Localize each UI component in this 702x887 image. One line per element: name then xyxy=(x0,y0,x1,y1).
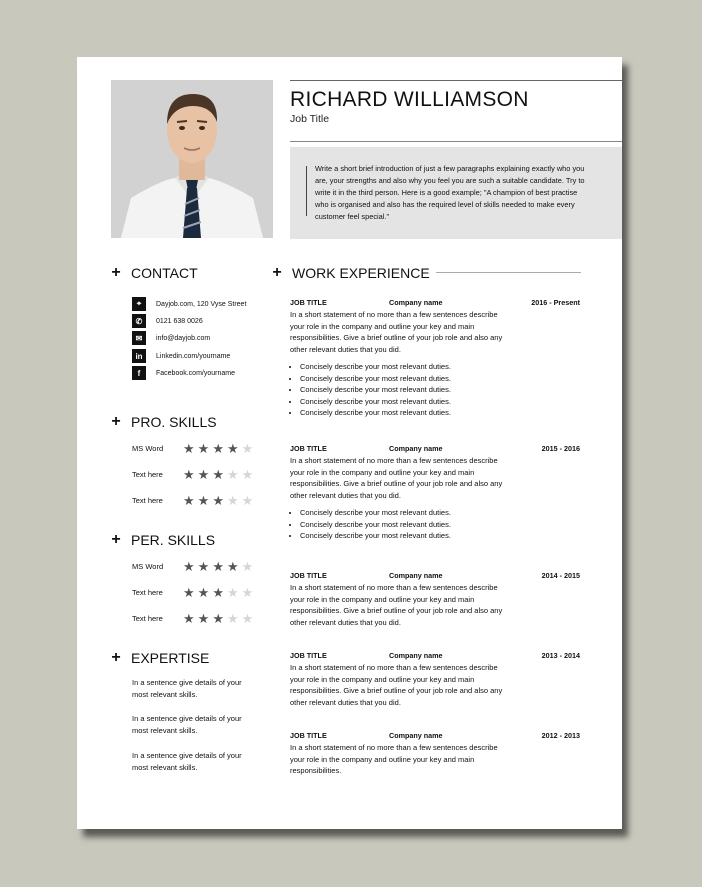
work-experience-heading xyxy=(272,264,430,282)
expertise-heading-label: EXPERTISE xyxy=(131,650,210,666)
job-description: In a short statement of no more than a few sentences describe your role in the company and outline your key and main responsibilities. Give a brief outline of your job role and also any other relevant duties that you did. xyxy=(290,583,503,627)
email-icon: ✉ xyxy=(132,331,146,345)
skill-row xyxy=(132,468,253,481)
header-top-rule xyxy=(290,80,622,81)
contact-item xyxy=(132,366,235,380)
expertise-item: In a sentence give details of your most relevant skills. xyxy=(132,751,242,772)
contact-text: Dayjob.com, 120 Vyse Street xyxy=(156,300,247,308)
per-skills-heading-label: PER. SKILLS xyxy=(131,532,216,548)
skill-rating xyxy=(183,586,253,599)
star-icon: ★ xyxy=(197,559,210,574)
job-entry xyxy=(290,651,580,708)
skill-label: MS Word xyxy=(132,562,164,571)
contact-text: Linkedin.com/yourname xyxy=(156,352,231,360)
job-dates: 2013 - 2014 xyxy=(541,651,580,660)
expertise-item: In a sentence give details of your most relevant skills. xyxy=(132,678,242,699)
duty-item: • Concisely describe your most relevant duties. xyxy=(300,530,580,542)
star-icon: ★ xyxy=(212,559,224,574)
contact-item xyxy=(132,331,210,345)
job-entry xyxy=(290,444,580,542)
intro-accent-bar xyxy=(306,166,307,216)
skill-rating xyxy=(183,442,253,455)
duty-item: • Concisely describe your most relevant duties. xyxy=(300,407,580,419)
skill-rating xyxy=(183,612,253,625)
skill-rating xyxy=(183,560,253,573)
job-entry xyxy=(290,731,580,777)
star-icon: ★ xyxy=(212,611,224,626)
star-icon: ★ xyxy=(241,559,254,574)
skill-row xyxy=(132,586,253,599)
contact-item xyxy=(132,314,203,328)
star-icon: ★ xyxy=(197,441,210,456)
star-icon: ★ xyxy=(183,611,195,626)
star-icon: ★ xyxy=(197,611,210,626)
contact-text: Facebook.com/yourname xyxy=(156,369,235,377)
intro-box xyxy=(290,147,622,239)
job-entry xyxy=(290,298,580,419)
star-icon: ★ xyxy=(197,493,210,508)
job-header xyxy=(290,571,580,582)
duty-item: • Concisely describe your most relevant duties. xyxy=(300,519,580,531)
contact-heading-label: CONTACT xyxy=(131,265,198,281)
candidate-job-title: Job Title xyxy=(290,113,330,125)
star-icon: ★ xyxy=(241,467,254,482)
skill-row xyxy=(132,442,253,455)
pro-skills-heading xyxy=(111,413,217,431)
star-icon: ★ xyxy=(183,585,195,600)
job-title: JOB TITLE xyxy=(290,731,327,740)
job-description: In a short statement of no more than a few sentences describe your role in the company and outline your key and main responsibilities. Give a brief outline of your job role and also any other relevant duties that you did. xyxy=(290,663,503,707)
skill-label: Text here xyxy=(132,614,163,623)
star-icon: ★ xyxy=(183,467,195,482)
job-header xyxy=(290,651,580,662)
skill-rating xyxy=(183,494,253,507)
job-dates: 2012 - 2013 xyxy=(541,731,580,740)
contact-text: 0121 638 0026 xyxy=(156,317,203,325)
duty-item: • Concisely describe your most relevant duties. xyxy=(300,384,580,396)
job-description: In a short statement of no more than a few sentences describe your role in the company and outline your key and main responsibilities. Give a brief outline of your job role and also any other relevant duties that you did. xyxy=(290,456,503,500)
star-icon: ★ xyxy=(226,467,239,482)
duties-list xyxy=(290,507,580,542)
star-icon: ★ xyxy=(241,611,254,626)
skill-rating xyxy=(183,468,253,481)
skill-row xyxy=(132,560,253,573)
plus-icon: + xyxy=(111,413,121,430)
job-dates: 2015 - 2016 xyxy=(541,444,580,453)
contact-heading xyxy=(111,264,198,282)
job-title: JOB TITLE xyxy=(290,571,327,580)
plus-icon: + xyxy=(272,264,282,281)
work-experience-heading-label: WORK EXPERIENCE xyxy=(292,265,430,281)
candidate-name: RICHARD WILLIAMSON xyxy=(290,88,529,111)
star-icon: ★ xyxy=(212,467,224,482)
phone-icon: ✆ xyxy=(132,314,146,328)
star-icon: ★ xyxy=(226,493,239,508)
contact-text: info@dayjob.com xyxy=(156,334,211,342)
job-description: In a short statement of no more than a few sentences describe your role in the company and outline your key and main responsibilities. xyxy=(290,743,498,775)
expertise-item: In a sentence give details of your most relevant skills. xyxy=(132,714,242,735)
company-name: Company name xyxy=(389,298,443,307)
skill-label: Text here xyxy=(132,588,163,597)
star-icon: ★ xyxy=(226,611,239,626)
linkedin-icon: in xyxy=(132,349,146,363)
contact-item xyxy=(132,349,230,363)
company-name: Company name xyxy=(389,731,443,740)
plus-icon: + xyxy=(111,264,121,281)
star-icon: ★ xyxy=(212,585,224,600)
plus-icon: + xyxy=(111,531,121,548)
header-bottom-rule xyxy=(290,141,622,142)
job-dates: 2014 - 2015 xyxy=(541,571,580,580)
job-title: JOB TITLE xyxy=(290,444,327,453)
star-icon: ★ xyxy=(183,441,195,456)
expertise-heading xyxy=(111,649,209,667)
skill-row xyxy=(132,612,253,625)
resume-page xyxy=(77,57,622,829)
plus-icon: + xyxy=(111,649,121,666)
job-description: In a short statement of no more than a few sentences describe your role in the company and outline your key and main responsibilities. Give a brief outline of your job role and also any other relevant duties that you did. xyxy=(290,310,503,354)
star-icon: ★ xyxy=(241,493,254,508)
job-entry xyxy=(290,571,580,628)
star-icon: ★ xyxy=(226,585,239,600)
star-icon: ★ xyxy=(226,559,239,574)
job-header xyxy=(290,298,580,309)
duty-item: • Concisely describe your most relevant duties. xyxy=(300,507,580,519)
star-icon: ★ xyxy=(183,559,195,574)
work-experience-rule xyxy=(436,272,581,273)
skill-label: Text here xyxy=(132,470,163,479)
per-skills-heading xyxy=(111,531,215,549)
star-icon: ★ xyxy=(212,441,224,456)
star-icon: ★ xyxy=(197,585,210,600)
location-pin-icon: ⌖ xyxy=(132,297,146,311)
company-name: Company name xyxy=(389,571,443,580)
intro-text: Write a short brief introduction of just a few paragraphs explaining exactly who you are, your strengths and also why you feel you are such a suitable candidate. Try to write it in the third person. Here is a good example; "A champion of best practise who is organised and also has the required level of skills needed to make every customer feel special." xyxy=(315,164,585,221)
star-icon: ★ xyxy=(241,441,254,456)
star-icon: ★ xyxy=(226,441,239,456)
job-header xyxy=(290,731,580,742)
star-icon: ★ xyxy=(212,493,224,508)
job-title: JOB TITLE xyxy=(290,651,327,660)
skill-row xyxy=(132,494,253,507)
star-icon: ★ xyxy=(241,585,254,600)
facebook-icon: f xyxy=(132,366,146,380)
duty-item: • Concisely describe your most relevant duties. xyxy=(300,373,580,385)
duty-item: • Concisely describe your most relevant duties. xyxy=(300,396,580,408)
duty-item: • Concisely describe your most relevant duties. xyxy=(300,361,580,373)
job-header xyxy=(290,444,580,455)
profile-photo xyxy=(111,80,273,238)
pro-skills-heading-label: PRO. SKILLS xyxy=(131,414,217,430)
company-name: Company name xyxy=(389,444,443,453)
job-dates: 2016 - Present xyxy=(531,298,580,307)
company-name: Company name xyxy=(389,651,443,660)
job-title: JOB TITLE xyxy=(290,298,327,307)
duties-list xyxy=(290,361,580,419)
skill-label: Text here xyxy=(132,496,163,505)
star-icon: ★ xyxy=(197,467,210,482)
star-icon: ★ xyxy=(183,493,195,508)
contact-item xyxy=(132,297,246,311)
skill-label: MS Word xyxy=(132,444,164,453)
